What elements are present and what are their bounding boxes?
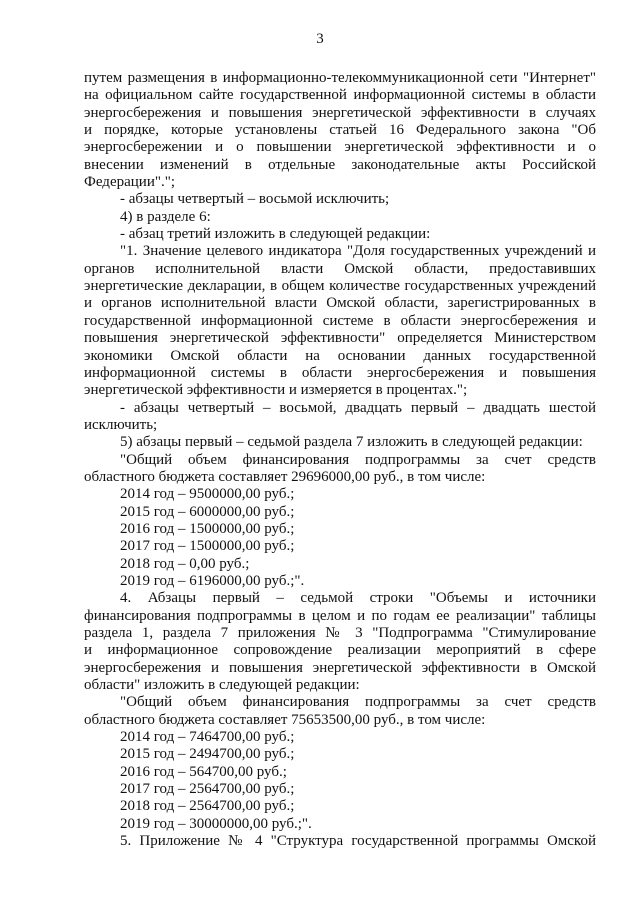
text-line: внесении изменений в отдельные законодательные акты Российской [84,156,596,173]
text-line: государственной информационной системе в области энергосбережения и [84,312,596,329]
text-line: 2016 год – 564700,00 руб.; [120,763,287,780]
text-line: исключить; [84,416,158,433]
text-line: "1. Значение целевого индикатора "Доля государственных учреждений и [120,243,596,260]
text-line: и информационное сопровождение реализации мероприятий в сфере [84,642,596,659]
text-line: раздела 1, раздела 7 приложения № 3 "Подпрограмма "Стимулирование [84,625,596,641]
text-line: 2017 год – 2564700,00 руб.; [120,781,295,798]
text-line: энергетические декларации, в общем количестве государственных учреждений [84,278,596,295]
text-line: финансирования подпрограммы в целом и по годам ее реализации" таблицы [84,607,596,624]
text-line: 2018 год – 2564700,00 руб.; [120,798,295,815]
text-line: 4) в разделе 6: [120,208,211,225]
text-line: 2015 год – 6000000,00 руб.; [120,503,295,520]
document-body [84,70,596,850]
page-number: 3 [316,31,324,47]
text-line: областного бюджета составляет 29696000,00 руб., в том числе: [84,468,486,485]
text-line: энергосбережении и о повышении энергетической эффективности и о [84,139,596,156]
text-line: 5) абзацы первый – седьмой раздела 7 изложить в следующей редакции: [120,434,583,451]
text-line: - абзацы четвертый – восьмой исключить; [120,191,390,208]
text-line: и органов исполнительной власти Омской области, зарегистрированных в [84,295,596,312]
text-line: повышения энергетической эффективности" определяется Министерством [84,330,596,347]
text-line: на официальном сайте государственной информационной системы в области [84,87,596,104]
text-line: 2019 год – 30000000,00 руб.;". [120,815,312,832]
text-line: - абзацы четвертый – восьмой, двадцать первый – двадцать шестой [120,399,596,416]
text-line: "Общий объем финансирования подпрограммы за счет средств [120,694,596,711]
text-line: 2014 год – 9500000,00 руб.; [120,486,295,503]
text-line: 2016 год – 1500000,00 руб.; [120,520,295,537]
text-line: области" изложить в следующей редакции: [84,677,360,694]
text-line: - абзац третий изложить в следующей редакции: [120,226,431,243]
text-line: "Общий объем финансирования подпрограммы за счет средств [120,451,596,468]
text-line: и порядке, которые установлены статьей 16 Федерального закона "Об [84,122,596,139]
text-line: 4. Абзацы первый – седьмой строки "Объемы и источники [120,590,596,607]
text-line: энергосбережения и повышения энергетической эффективности в случаях [84,104,596,121]
text-line: энергетической эффективности и измеряется в процентах."; [84,382,468,399]
text-line: 2014 год – 7464700,00 руб.; [120,729,295,746]
text-line: путем размещения в информационно-телекоммуникационной сети "Интернет" [84,70,596,86]
text-line: энергосбережения и повышения энергетической эффективности в Омской [84,659,596,676]
text-line: 2017 год – 1500000,00 руб.; [120,538,295,555]
text-line: 2015 год – 2494700,00 руб.; [120,746,295,763]
text-line: экономики Омской области на основании данных государственной [84,347,596,364]
text-line: информационной системы в области энергосбережения и повышения [84,364,596,381]
text-line: 2018 год – 0,00 руб.; [120,555,250,572]
text-line: 5. Приложение № 4 "Структура государственной программы Омской [120,833,596,850]
text-line: областного бюджета составляет 75653500,00 руб., в том числе: [84,711,486,728]
text-line: 2019 год – 6196000,00 руб.;". [120,572,305,589]
text-line: Федерации"."; [84,174,176,191]
text-line: органов исполнительной власти Омской области, предоставивших [84,260,596,277]
